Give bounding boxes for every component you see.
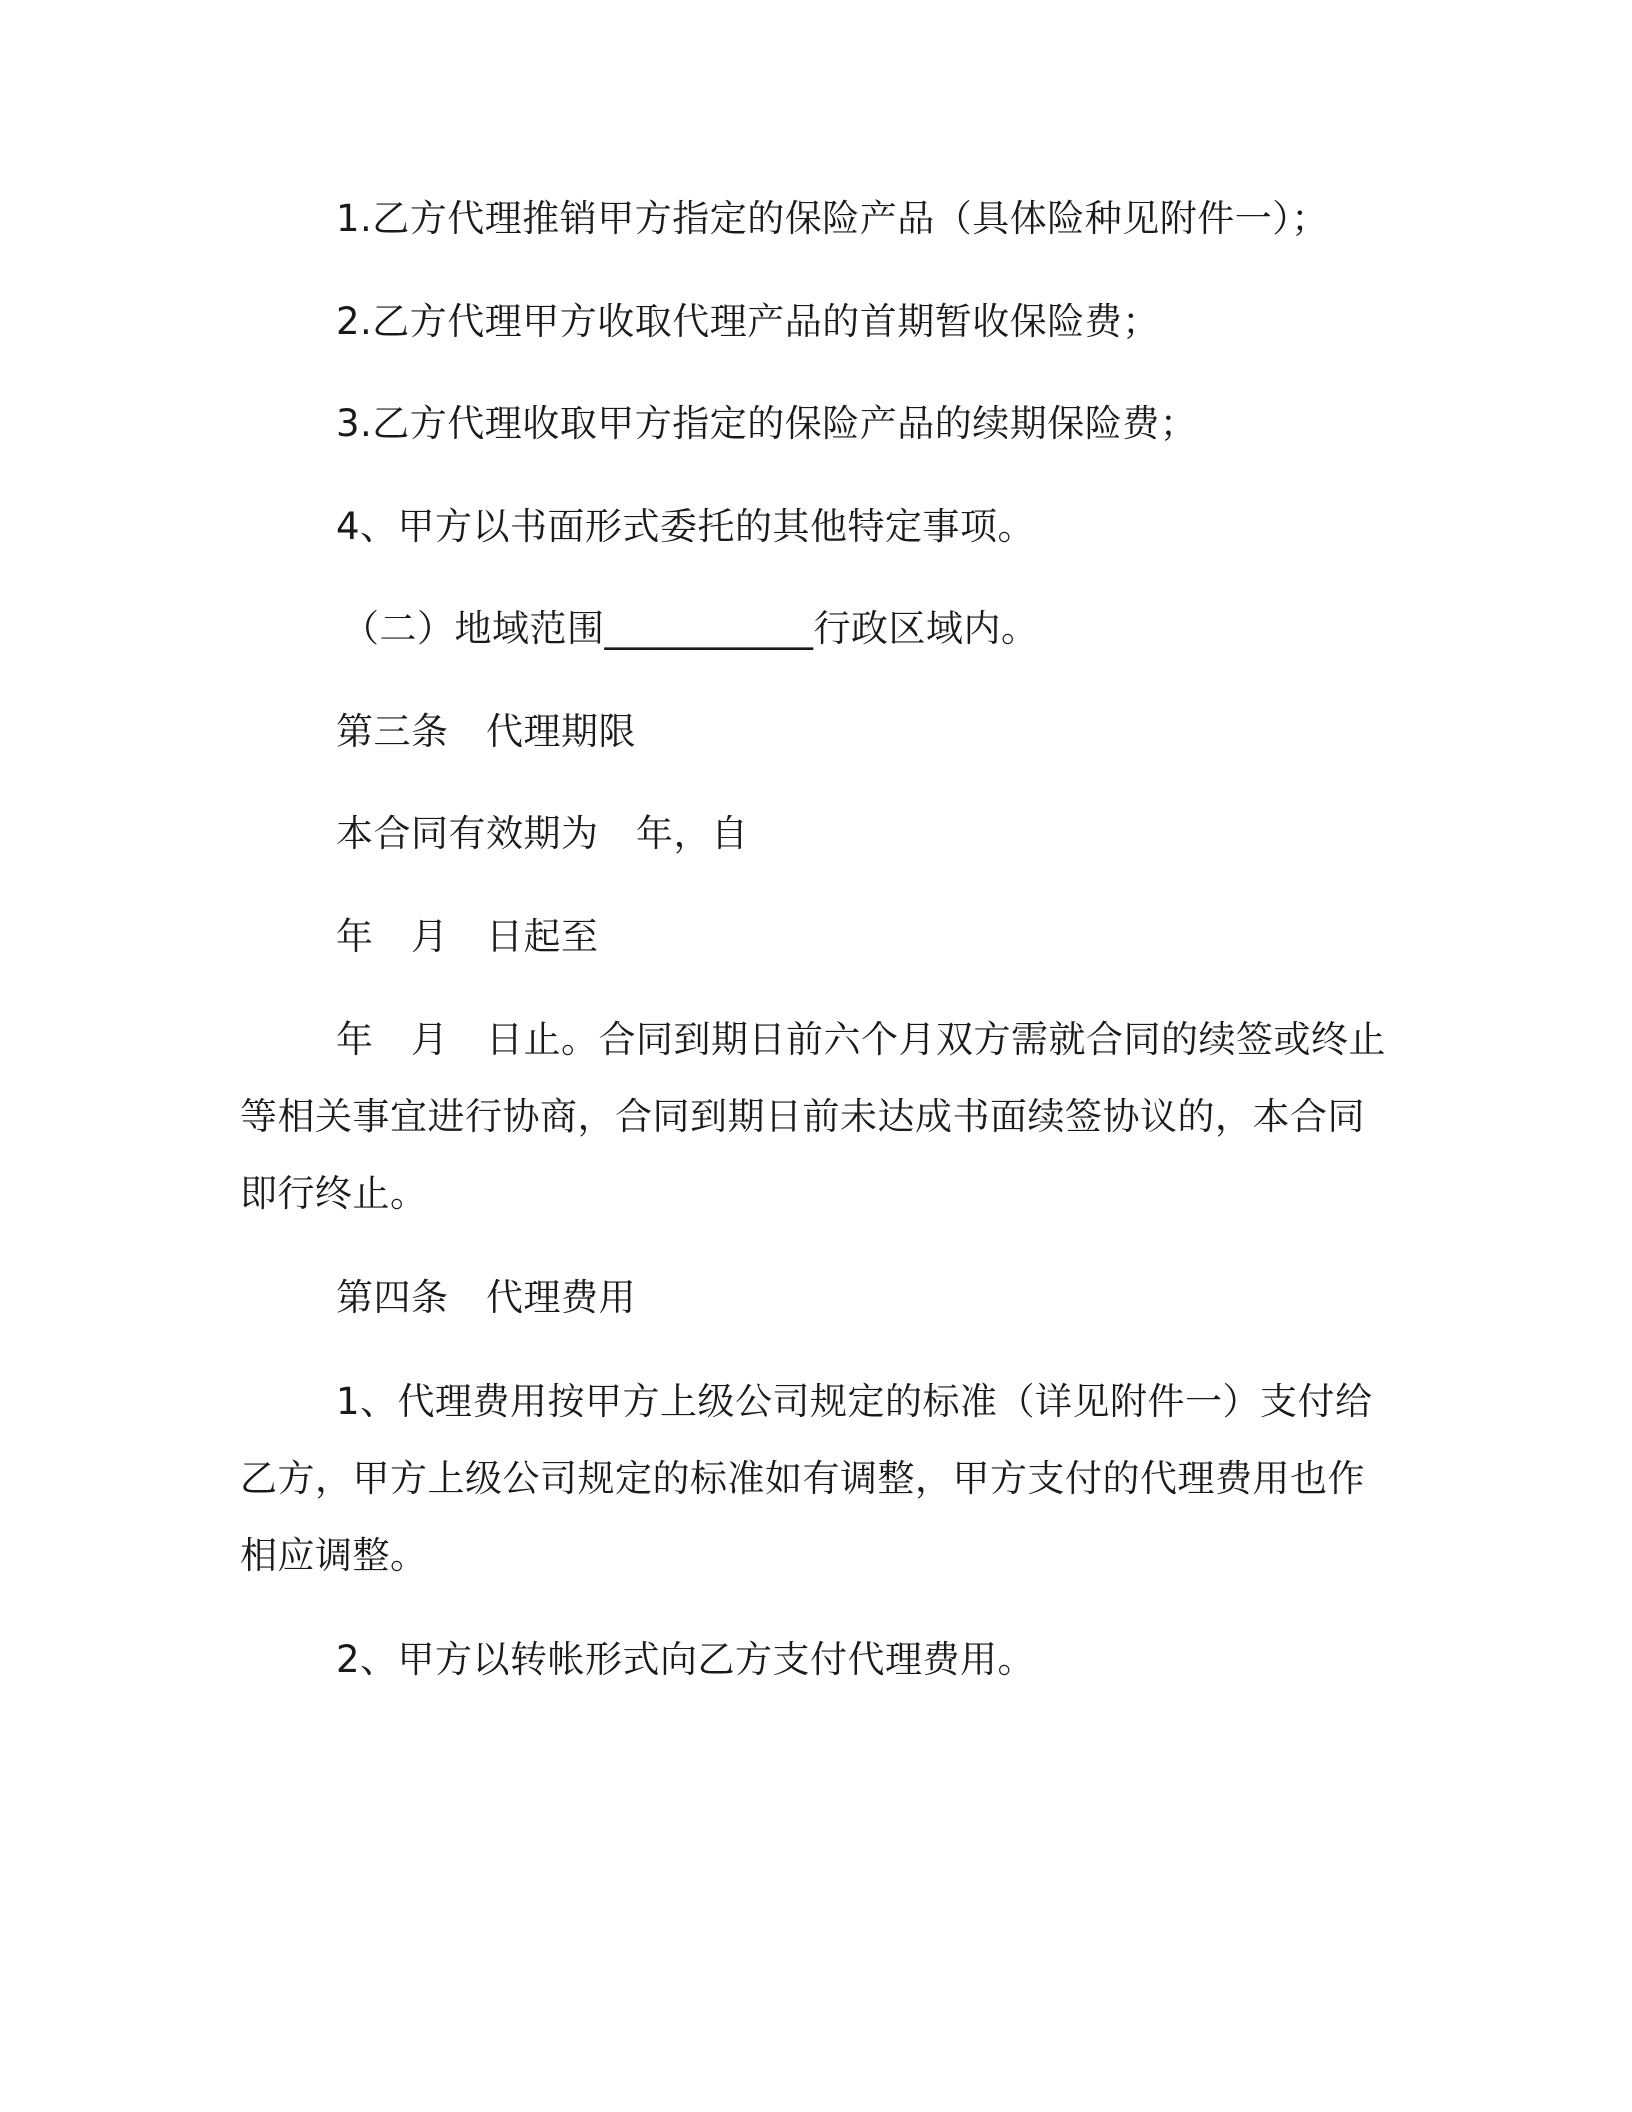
article-3-heading: 第三条 代理期限 <box>336 710 636 753</box>
article-3-para-line-1: 年 月 日止。合同到期日前六个月双方需就合同的续签或终止 <box>336 1018 1386 1061</box>
article-4-item-1-line-2: 乙方，甲方上级公司规定的标准如有调整，甲方支付的代理费用也作 <box>240 1457 1365 1500</box>
article-4-heading: 第四条 代理费用 <box>336 1276 636 1319</box>
article-4-item-1-line-3: 相应调整。 <box>240 1534 428 1577</box>
article-3-para-line-3: 即行终止。 <box>240 1172 428 1215</box>
article-4-item-2: 2、甲方以转帐形式向乙方支付代理费用。 <box>336 1638 1036 1681</box>
region-clause: （二）地域范围___________行政区域内。 <box>342 607 1039 650</box>
article-3-validity: 本合同有效期为 年，自 <box>336 812 749 855</box>
scope-item-1: 1.乙方代理推销甲方指定的保险产品（具体险种见附件一）； <box>336 197 1329 240</box>
scope-item-2: 2.乙方代理甲方收取代理产品的首期暂收保险费； <box>336 300 1160 343</box>
article-4-item-1-line-1: 1、代理费用按甲方上级公司规定的标准（详见附件一）支付给 <box>336 1380 1373 1423</box>
article-3-start-date: 年 月 日起至 <box>336 915 599 958</box>
scope-item-4: 4、甲方以书面形式委托的其他特定事项。 <box>336 505 1036 548</box>
article-3-para-line-2: 等相关事宜进行协商，合同到期日前未达成书面续签协议的，本合同 <box>240 1095 1365 1138</box>
scope-item-3: 3.乙方代理收取甲方指定的保险产品的续期保险费； <box>336 402 1198 445</box>
